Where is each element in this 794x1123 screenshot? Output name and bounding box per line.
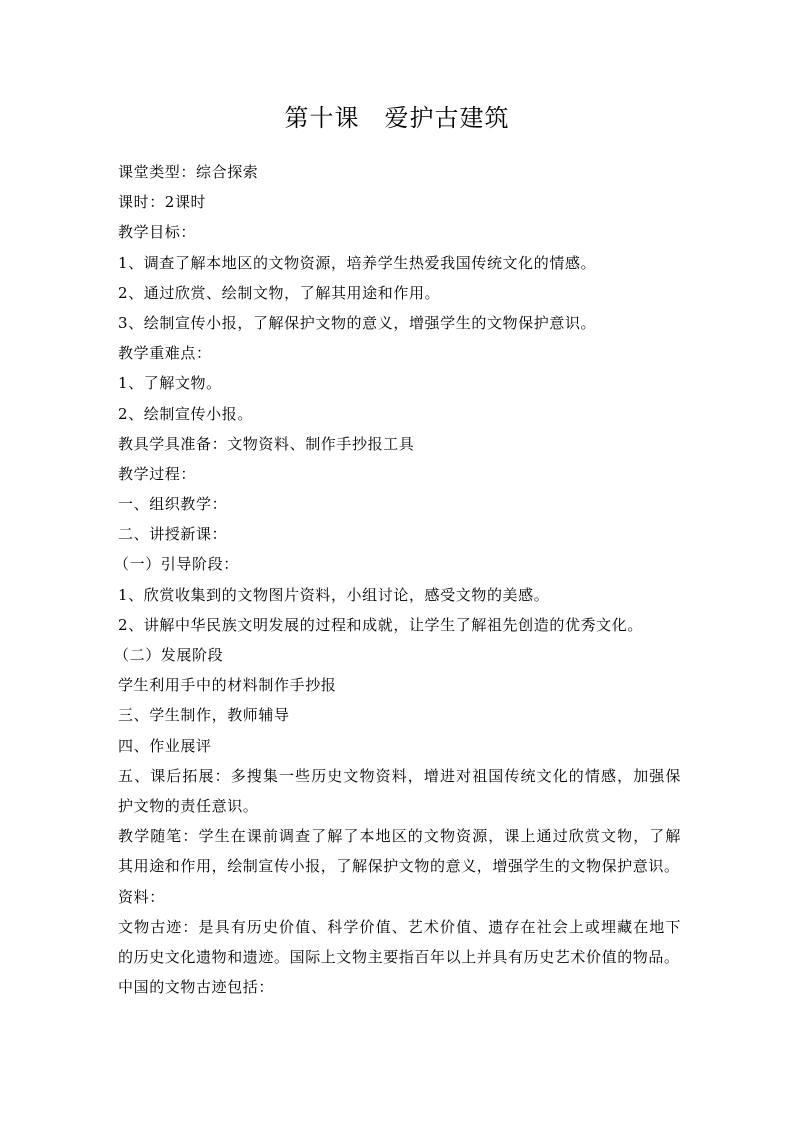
text-line-lesson-type: 课堂类型：综合探索 bbox=[118, 163, 259, 181]
document-body bbox=[114, 157, 684, 1002]
text-line-step-5: 五、课后拓展：多搜集一些历史文物资料，增进对祖国传统文化的情感，加强保 bbox=[118, 766, 682, 785]
text-line-resources-definition: 文物古迹：是具有历史价值、科学价值、艺术价值、遗存在社会上或埋藏在地下 bbox=[118, 917, 682, 936]
text-line-step-5-cont: 护文物的责任意识。 bbox=[118, 796, 259, 815]
text-line-sub-step-1-item-1: 1、欣赏收集到的文物图片资料，小组讨论，感受文物的美感。 bbox=[118, 585, 550, 604]
text-line-key-point-2: 2、绘制宣传小报。 bbox=[118, 404, 253, 423]
text-line-step-4: 四、作业展评 bbox=[118, 736, 212, 755]
text-line-materials: 教具学具准备：文物资料、制作手抄报工具 bbox=[118, 434, 415, 453]
text-line-process-heading: 教学过程： bbox=[118, 464, 197, 483]
text-line-key-point-1: 1、了解文物。 bbox=[118, 374, 222, 393]
text-line-objectives-heading: 教学目标： bbox=[118, 223, 197, 242]
text-line-sub-step-1: （一）引导阶段： bbox=[114, 555, 239, 574]
page-title: 第十课 爱护古建筑 bbox=[284, 104, 510, 132]
text-line-resources-list-intro: 中国的文物古迹包括： bbox=[118, 978, 275, 997]
text-line-resources-definition-cont: 的历史文化遗物和遗迹。国际上文物主要指百年以上并具有历史艺术价值的物品。 bbox=[118, 947, 680, 966]
text-line-step-3: 三、学生制作，教师辅导 bbox=[118, 706, 290, 725]
text-line-resources-heading: 资料： bbox=[118, 887, 165, 906]
text-line-notes-cont: 其用途和作用，绘制宣传小报，了解保护文物的意义，增强学生的文物保护意识。 bbox=[118, 857, 680, 876]
text-line-notes: 教学随笔：学生在课前调查了解了本地区的文物资源，课上通过欣赏文物，了解 bbox=[118, 827, 682, 846]
text-line-objective-3: 3、绘制宣传小报，了解保护文物的意义，增强学生的文物保护意识。 bbox=[118, 313, 597, 332]
text-line-objective-2: 2、通过欣赏、绘制文物，了解其用途和作用。 bbox=[118, 283, 441, 302]
text-line-key-points-heading: 教学重难点： bbox=[118, 344, 212, 363]
text-line-step-2: 二、讲授新课： bbox=[118, 525, 228, 544]
text-line-sub-step-2-item: 学生利用手中的材料制作手抄报 bbox=[118, 676, 337, 695]
text-line-objective-1: 1、调查了解本地区的文物资源，培养学生热爱我国传统文化的情感。 bbox=[118, 253, 597, 272]
text-line-step-1: 一、组织教学： bbox=[118, 495, 228, 514]
text-line-class-hours: 课时：2课时 bbox=[118, 193, 207, 212]
text-line-sub-step-2: （二）发展阶段 bbox=[114, 646, 224, 664]
text-line-sub-step-1-item-2: 2、讲解中华民族文明发展的过程和成就，让学生了解祖先创造的优秀文化。 bbox=[118, 615, 643, 634]
